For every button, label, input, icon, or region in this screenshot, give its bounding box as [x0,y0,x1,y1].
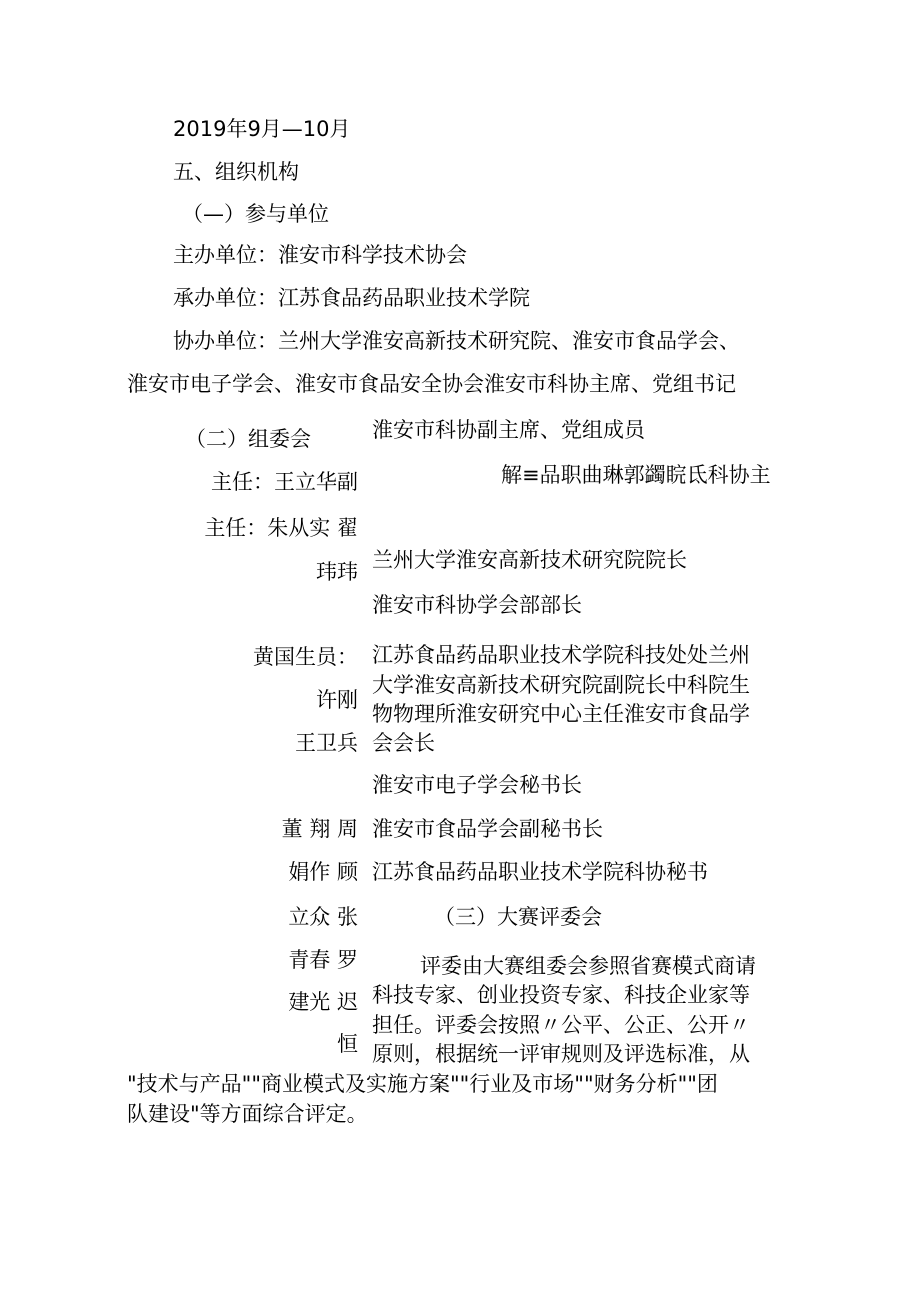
co-organizer-line: 协办单位：兰州大学淮安高新技术研究院、淮安市食品学会、 [173,329,740,353]
subsection-heading: （—）参与单位 [182,202,329,226]
committee-name: 主任：王立华副 [211,470,358,494]
body-text-line: 担任。评委会按照〃公平、公正、公开〃 [372,1013,750,1037]
committee-role: 会会长 [372,731,435,755]
committee-name: 立众 张 [288,905,358,929]
body-text-line: "技术与产品""商业模式及实施方案""行业及市场""财务分析""团 [127,1072,718,1096]
organizer-unit: 承办单位：江苏食品药品职业技术学院 [173,286,530,310]
committee-name: 许刚 [316,688,358,712]
committee-name: 黄国生员： [253,645,358,669]
committee-name: 董 翔 周 [281,817,358,841]
committee-role: 大学淮安高新技术研究院副院长中科院生 [372,673,750,697]
body-text-line: 原则，根据统一评审规则及评选标准，从 [372,1042,750,1066]
committee-name: 王卫兵 [295,731,358,755]
subsection-heading: （三）大赛评委会 [434,905,602,929]
committee-role: 解≡品职曲琳郭蠲睆氐科协主 [501,463,771,487]
host-unit: 主办单位：淮安市科学技术协会 [173,243,467,267]
date-line: 2019年9月—10月 [173,117,351,141]
committee-role: 淮安市食品学会副秘书长 [372,817,603,841]
committee-role: 兰州大学淮安高新技术研究院院长 [372,548,687,572]
committee-name: 恒 [337,1032,358,1056]
body-text-line: 科技专家、创业投资专家、科技企业家等 [372,983,750,1007]
committee-name: 建光 迟 [288,990,358,1014]
committee-role: 江苏食品药品职业技术学院科技处处兰州 [372,643,750,667]
committee-name: 青春 罗 [288,948,358,972]
committee-role: 江苏食品药品职业技术学院科协秘书 [372,860,708,884]
body-text-line: 队建设"等方面综合评定。 [127,1102,368,1126]
committee-name: 主任：朱从实 翟 [204,516,358,540]
committee-role: 淮安市科协副主席、党组成员 [372,418,645,442]
subsection-heading: （二）组委会 [185,427,311,451]
committee-role: 淮安市电子学会秘书长 [372,773,582,797]
committee-name: 娟作 顾 [288,860,358,884]
body-text-line: 评委由大赛组委会参照省赛模式商请 [420,954,756,978]
committee-role: 物物理所淮安研究中心主任淮安市食品学 [372,702,750,726]
committee-role: 淮安市科协学会部部长 [372,593,582,617]
co-organizer-line: 淮安市电子学会、淮安市食品安全协会淮安市科协主席、党组书记 [127,372,736,396]
section-heading: 五、组织机构 [173,160,299,184]
committee-name: 玮玮 [316,560,358,584]
